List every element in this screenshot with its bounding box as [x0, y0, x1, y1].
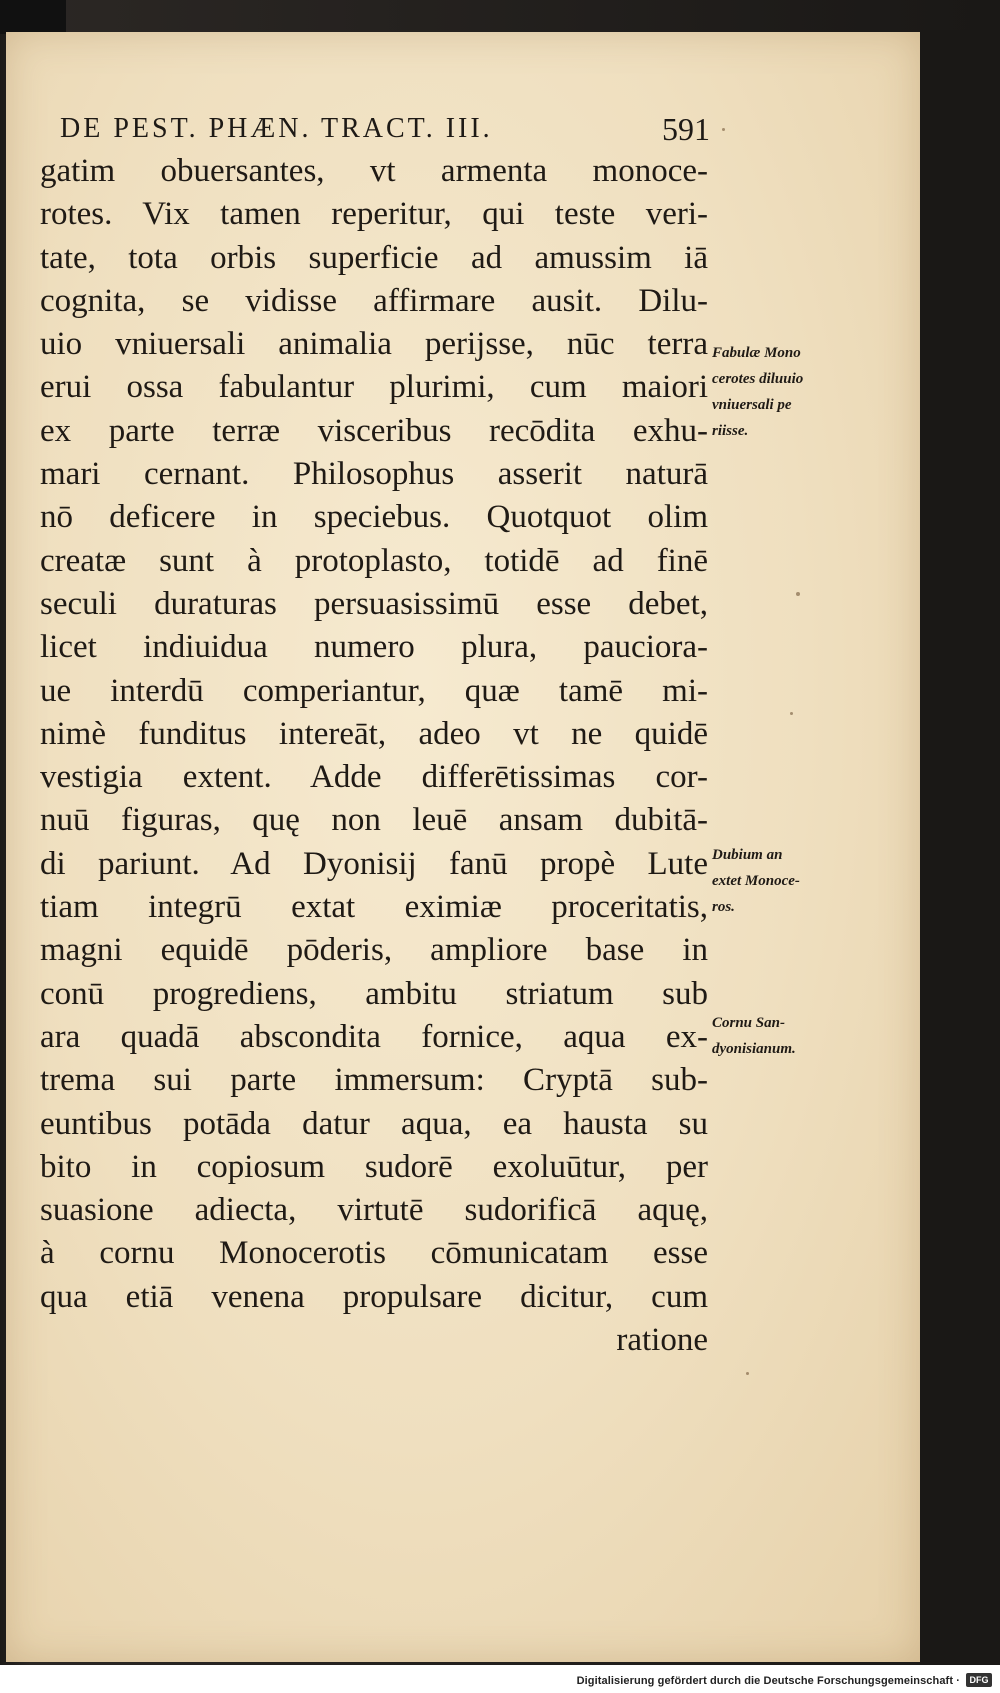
marginal-note-cornu [712, 1010, 862, 1062]
text-line: nō deficere in speciebus. Quotquot olim [40, 499, 708, 536]
marginal-note-dubium [712, 842, 862, 920]
marginal-line: riisse. [712, 423, 749, 439]
text-line: mari cernant. Philosophus asserit naturā [40, 456, 708, 493]
catchword: ratione [616, 1322, 708, 1359]
text-line: vestigia extent. Adde differētissimas cor- [40, 759, 708, 796]
main-text-block [40, 150, 708, 1362]
marginal-line: Fabulæ Mono [712, 345, 801, 361]
text-line: qua etiā venena propulsare dicitur, cum [40, 1278, 708, 1315]
text-line: ex parte terræ visceribus recōdita exhu- [40, 412, 708, 449]
scan-corner-tab [0, 0, 66, 34]
text-line: bito in copiosum sudorē exoluūtur, per [40, 1148, 708, 1185]
text-line: ue interdū comperiantur, quæ tamē mi- [40, 672, 708, 709]
text-line: ara quadā abscondita fornice, aqua ex- [40, 1018, 708, 1055]
marginal-line: extet Monoce- [712, 873, 800, 889]
text-line: nuū figuras, quę non leuē ansam dubitā- [40, 802, 708, 839]
text-line: gatim obuersantes, vt armenta monoce- [40, 153, 708, 189]
paper-speck [746, 1372, 749, 1375]
text-line: creatæ sunt à protoplasto, totidē ad finē [40, 542, 708, 579]
text-line: rotes. Vix tamen reperitur, qui teste veri- [40, 196, 708, 233]
marginal-line: Dubium an [712, 847, 783, 863]
marginal-note-fabulae [712, 340, 862, 444]
text-line: seculi duraturas persuasissimū esse debet, [40, 585, 708, 622]
marginal-line: vniuersali pe [712, 397, 792, 413]
text-line: euntibus potāda datur aqua, ea hausta su [40, 1105, 708, 1142]
paper-speck [796, 592, 800, 596]
marginal-line: Cornu San- [712, 1015, 785, 1031]
text-line: à cornu Monocerotis cōmunicatam esse [40, 1235, 708, 1272]
text-line: conū progrediens, ambitu striatum sub [40, 975, 708, 1012]
text-line: erui ossa fabulantur plurimi, cum maiori [40, 369, 708, 406]
paper-speck [722, 128, 725, 131]
text-line: di pariunt. Ad Dyonisij fanū propè Lute [40, 845, 708, 882]
text-line: licet indiuidua numero plura, pauciora- [40, 629, 708, 666]
text-line: nimè funditus intereāt, adeo vt ne quidē [40, 715, 708, 752]
text-line: uio vniuersali animalia perijsse, nūc terra [40, 326, 708, 363]
page-number: 591 [662, 111, 710, 147]
text-line: trema sui parte immersum: Cryptā sub- [40, 1062, 708, 1099]
text-line: tate, tota orbis superficie ad amussim iā [40, 239, 708, 276]
text-line: tiam integrū extat eximiæ proceritatis, [40, 889, 708, 926]
digitization-credit: Digitalisierung gefördert durch die Deutsche Forschungsgemeinschaft · [576, 1675, 960, 1687]
marginal-line: ros. [712, 899, 735, 915]
text-line: magni equidē pōderis, ampliore base in [40, 932, 708, 969]
running-title: DE PEST. PHÆN. TRACT. III. [60, 113, 493, 144]
text-line: cognita, se vidisse affirmare ausit. Dilu- [40, 282, 708, 319]
scan-right-edge [920, 30, 1000, 1670]
text-line: suasione adiecta, virtutē sudorificā aquę, [40, 1192, 708, 1229]
paper-speck [790, 712, 793, 715]
dfg-logo-icon: DFG [966, 1673, 992, 1687]
marginal-line: cerotes diluuio [712, 371, 804, 387]
marginal-line: dyonisianum. [712, 1041, 796, 1057]
running-header [60, 113, 710, 145]
